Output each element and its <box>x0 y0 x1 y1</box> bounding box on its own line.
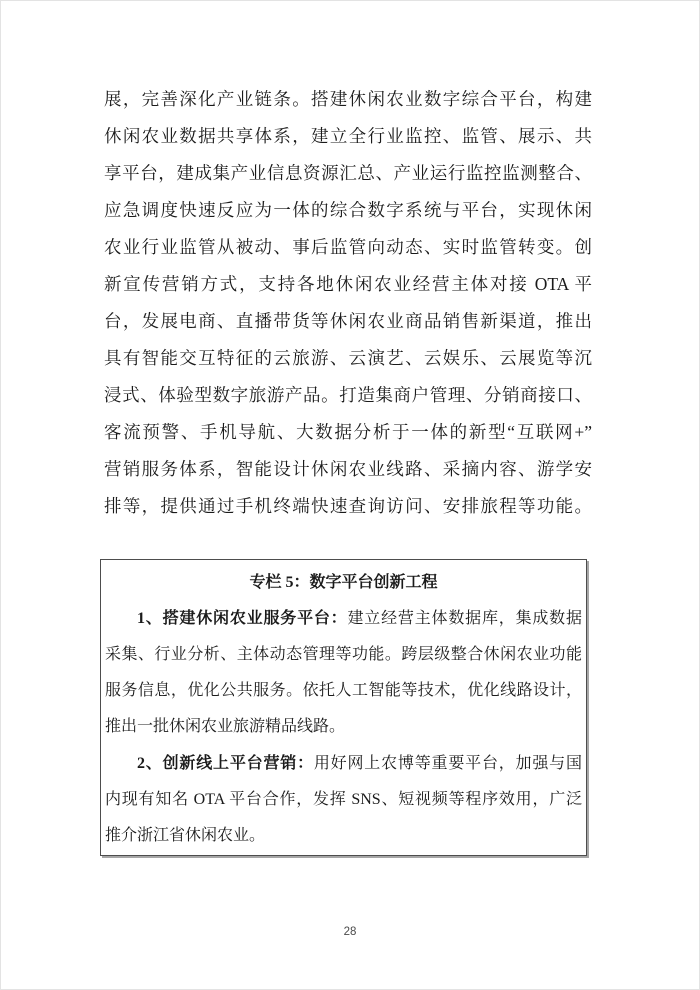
body-text-line: 营销服务体系，智能设计休闲农业线路、采摘内容、游学安 <box>104 459 592 479</box>
body-text-line: 休闲农业数据共享体系，建立全行业监控、监管、展示、共 <box>104 126 592 146</box>
body-text-line: 展，完善深化产业链条。搭建休闲农业数字综合平台，构建 <box>104 89 592 109</box>
body-text-line: 享平台，建成集产业信息资源汇总、产业运行监控监测整合、 <box>104 163 592 183</box>
callout-line-text: 用好网上农博等重要平台，加强与国 <box>313 755 582 772</box>
callout-box <box>100 559 587 856</box>
callout-line-text: 服务信息，优化公共服务。依托人工智能等技术，优化线路设计， <box>105 682 582 699</box>
body-text-line: 浸式、体验型数字旅游产品。打造集商户管理、分销商接口、 <box>104 385 592 405</box>
body-text-line: 客流预警、手机导航、大数据分析于一体的新型“互联网+” <box>104 422 592 442</box>
callout-line-text: 推出一批休闲农业旅游精品线路。 <box>105 718 346 735</box>
callout-line-lead: 2、创新线上平台营销： <box>137 755 314 772</box>
callout-text-line <box>105 601 582 637</box>
body-text-line: 新宣传营销方式，支持各地休闲农业经营主体对接 OTA 平 <box>104 274 592 294</box>
callout-line-text: 内现有知名 OTA 平台合作，发挥 SNS、短视频等程序效用，广泛 <box>105 791 582 808</box>
body-text-line: 农业行业监管从被动、事后监管向动态、实时监管转变。创 <box>104 237 592 257</box>
callout-text-line <box>105 818 582 854</box>
callout-text-line <box>105 709 582 745</box>
page-number: 28 <box>343 926 357 938</box>
callout-paragraph-1 <box>105 601 582 745</box>
callout-text-line <box>105 746 582 782</box>
body-text-line: 应急调度快速反应为一体的综合数字系统与平台，实现休闲 <box>104 200 592 220</box>
callout-box-title: 专栏 5：数字平台创新工程 <box>249 574 438 591</box>
callout-line-text: 推介浙江省休闲农业。 <box>105 827 266 844</box>
callout-line-lead: 1、搭建休闲农业服务平台： <box>137 610 348 627</box>
body-text-line: 台，发展电商、直播带货等休闲农业商品销售新渠道，推出 <box>104 311 592 331</box>
callout-line-text: 建立经营主体数据库，集成数据 <box>347 610 582 627</box>
body-paragraph <box>104 81 592 525</box>
body-text-line: 具有智能交互特征的云旅游、云演艺、云娱乐、云展览等沉 <box>104 348 592 368</box>
callout-text-line <box>105 673 582 709</box>
body-text-line: 排等，提供通过手机终端快速查询访问、安排旅程等功能。 <box>104 496 592 516</box>
callout-text-line <box>105 637 582 673</box>
callout-text-line <box>105 782 582 818</box>
callout-line-text: 采集、行业分析、主体动态管理等功能。跨层级整合休闲农业功能 <box>105 646 582 663</box>
callout-paragraph-2 <box>105 746 582 854</box>
